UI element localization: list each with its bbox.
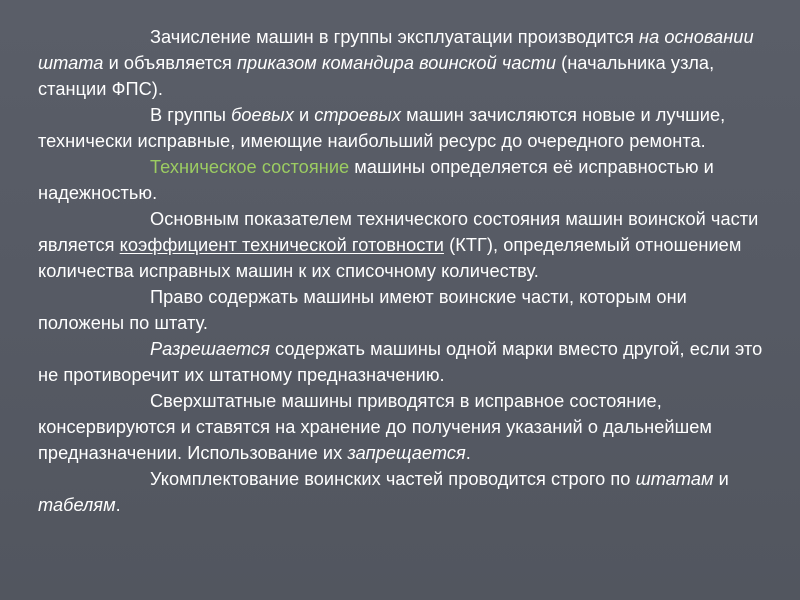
text-run: машин зачисляются новые и лучшие, технически исправные, имеющие наибольший ресурс до очередного ремонта. (38, 105, 726, 151)
slide-body-text (38, 24, 770, 518)
text-run: машины определяется её исправностью и надежностью. (38, 157, 714, 203)
text-run: и (293, 105, 315, 125)
underlined-readiness-coefficient: коэффициент технической готовности (119, 235, 445, 255)
emphasis-prohibited: запрещается (347, 443, 466, 463)
text-run: В группы (150, 105, 232, 125)
paragraph-extra-vehicles (38, 388, 770, 466)
text-run: и объявляется (103, 53, 237, 73)
emphasis-line: строевых (314, 105, 402, 125)
text-run: содержать машины одной марки вместо другой, если это не противоречит их штатному предназначению. (38, 339, 763, 385)
paragraph-staffing (38, 466, 770, 518)
highlight-technical-condition: Техническое состояние (150, 157, 350, 177)
text-run: и (713, 469, 729, 489)
paragraph-readiness-coefficient (38, 206, 770, 284)
text-run: Право содержать машины имеют воинские части, которым они положены по штату. (38, 287, 687, 333)
text-run: . (465, 443, 471, 463)
paragraph-right-to-keep (38, 284, 770, 336)
text-run: Сверхштатные машины приводятся в исправное состояние, консервируются и ставятся на хранение до получения указаний о дальнейшем предназначении. Использование их (38, 391, 712, 463)
text-run: (начальника узла, станции ФПС). (38, 53, 715, 99)
text-run: (КТГ), определяемый отношением количества исправных машин к их списочному количеству. (38, 235, 742, 281)
emphasis-combat: боевых (231, 105, 294, 125)
text-run: Основным показателем технического состояния машин воинской части является (38, 209, 759, 255)
emphasis-basis-of-staff: на основании штата (38, 27, 754, 73)
text-run: Зачисление машин в группы эксплуатации производится (150, 27, 640, 47)
emphasis-commander-order: приказом командира воинской части (236, 53, 556, 73)
text-run: . (115, 495, 121, 515)
emphasis-allowed: Разрешается (150, 339, 270, 359)
emphasis-staffs: штатам (635, 469, 714, 489)
paragraph-technical-condition (38, 154, 770, 206)
paragraph-combat-vehicles (38, 102, 770, 154)
text-run: Укомплектование воинских частей проводится строго по (150, 469, 636, 489)
emphasis-tables: табелям (38, 495, 116, 515)
paragraph-allowed-substitution (38, 336, 770, 388)
paragraph-group-assignment (38, 24, 770, 102)
